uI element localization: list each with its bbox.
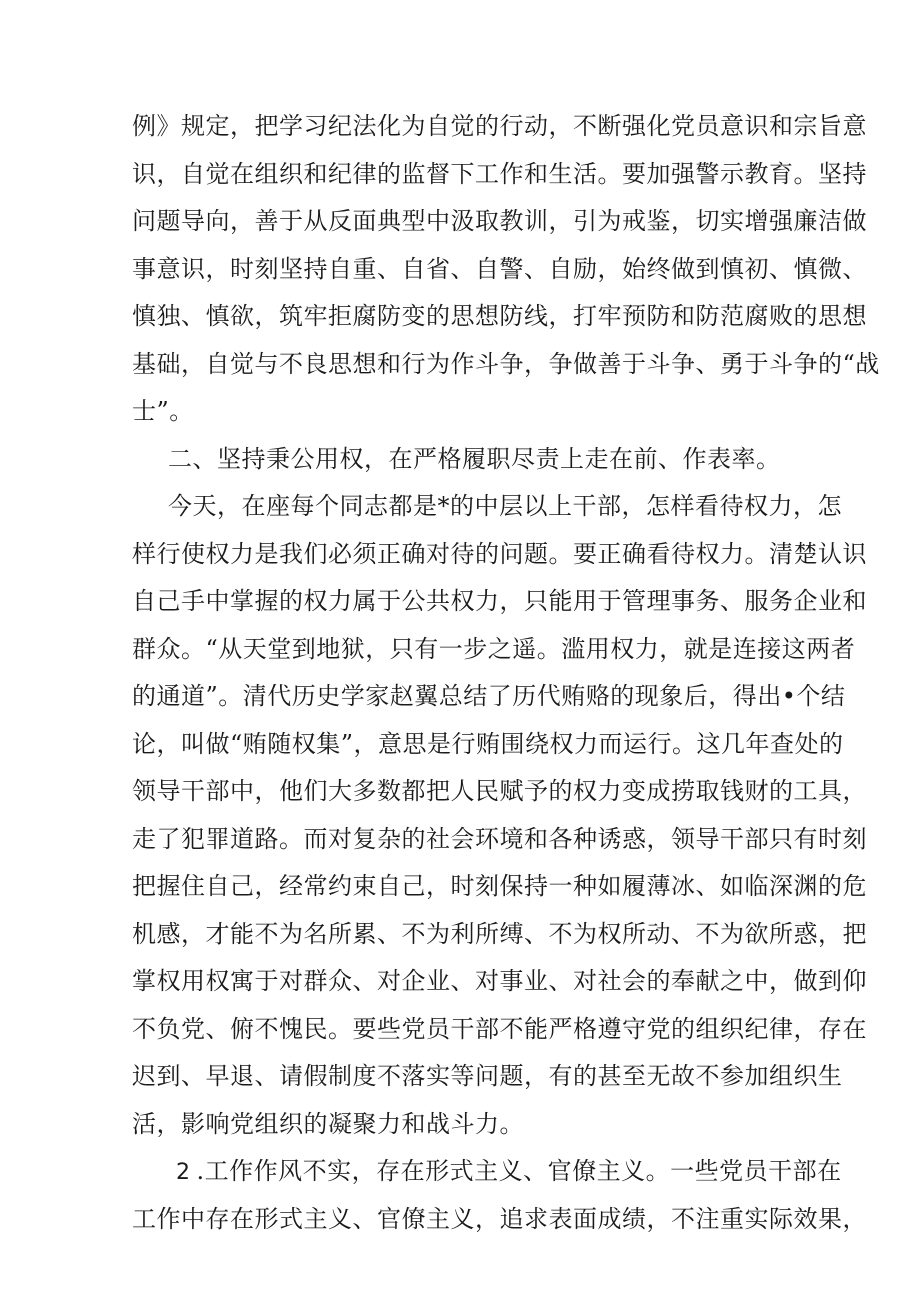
- text-line: 论，叫做“贿随权集”，意思是行贿围绕权力而运行。这几年查处的: [132, 729, 844, 758]
- text-line: 迟到、早退、请假制度不落实等问题，有的甚至无故不参加组织生: [132, 1062, 843, 1090]
- text-line: 把握住自己，经常约束自己，时刻保持一种如履薄冰、如临深渊的危: [132, 872, 867, 900]
- text-line: 机感，才能不为名所累、不为利所缚、不为权所动、不为欲所惑，把: [132, 919, 867, 948]
- text-line: 工作中存在形式主义、官僚主义，追求表面成绩，不注重实际效果，: [132, 1204, 867, 1233]
- paragraph-numbered-2: [132, 1148, 867, 1243]
- paragraph-discipline-education: [132, 103, 880, 436]
- text-line: 今天，在座每个同志都是*的中层以上干部，怎样看待权力，怎: [168, 492, 842, 520]
- text-line: 慎独、慎欲，筑牢拒腐防变的思想防线，打牢预防和防范腐败的思想: [132, 302, 867, 330]
- numbered-line: [132, 1148, 842, 1196]
- text-line: 活，影响党组织的凝聚力和战斗力。: [132, 1109, 524, 1138]
- text-line: 不负党、俯不愧民。要些党员干部不能严格遵守党的组织纪律，存在: [132, 1014, 867, 1043]
- text-line: 领导干部中，他们大多数都把人民赋予的权力变成捞取钱财的工具，: [132, 777, 867, 805]
- text-line: 例》规定，把学习纪法化为自觉的行动，不断强化党员意识和宗旨意: [132, 112, 867, 140]
- numbered-line-text: .工作作风不实，存在形式主义、官僚主义。一些党员干部在: [196, 1157, 842, 1185]
- section-heading: 二、坚持秉公用权，在严格履职尽责上走在前、作表率。: [168, 444, 781, 473]
- text-line: 基础，自觉与不良思想和行为作斗争，争做善于斗争、勇于斗争的“战: [132, 349, 880, 378]
- list-number: 2: [176, 1160, 191, 1185]
- text-line: 群众。“从天堂到地狱，只有一步之遥。滥用权力，就是连接这两者: [132, 634, 856, 663]
- text-line: 自己手中掌握的权力属于公共权力，只能用于管理事务、服务企业和: [132, 587, 867, 615]
- text-line: 样行使权力是我们必须正确对待的问题。要正确看待权力。清楚认识: [132, 539, 867, 568]
- text-line: 掌权用权寓于对群众、对企业、对事业、对社会的奉献之中，做到仰: [132, 967, 867, 995]
- text-line: 士”。: [132, 397, 194, 425]
- text-line: 的通道”。清代历史学家赵翼总结了历代贿赂的现象后，得出•个结: [132, 682, 846, 710]
- document-page: [132, 103, 880, 1243]
- text-line: 事意识，时刻坚持自重、自省、自警、自励，始终做到慎初、慎微、: [132, 254, 867, 283]
- paragraph-power: [132, 483, 867, 1148]
- text-line: 识，自觉在组织和纪律的监督下工作和生活。要加强警示教育。坚持: [132, 159, 867, 188]
- section-heading-2: [132, 436, 788, 484]
- text-line: 走了犯罪道路。而对复杂的社会环境和各种诱惑，领导干部只有时刻: [132, 824, 867, 853]
- text-line: 问题导向，善于从反面典型中汲取教训，引为戒鉴，切实增强廉洁做: [132, 207, 867, 235]
